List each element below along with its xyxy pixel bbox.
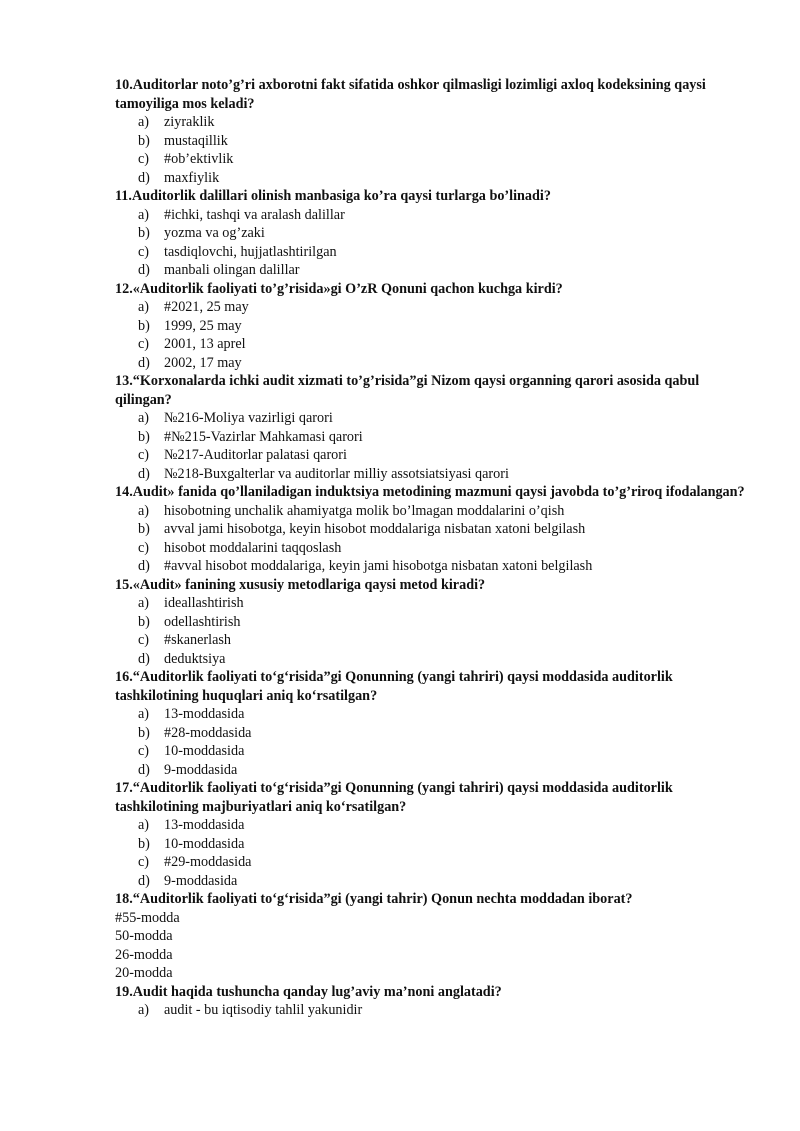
option-text: ziyraklik bbox=[164, 114, 215, 130]
option-text: manbali olingan dalillar bbox=[164, 262, 300, 278]
option-letter: b) bbox=[138, 521, 150, 537]
option-list bbox=[115, 113, 745, 187]
option-text: odellashtirish bbox=[164, 613, 241, 630]
question-text: 13.“Korxonalarda ichki audit xizmati to’g’risida”gi Nizom qaysi organning qarori asosida qabul qilingan? bbox=[115, 373, 700, 408]
option-letter: c) bbox=[138, 743, 150, 759]
option-list bbox=[115, 1001, 745, 1020]
option-item bbox=[115, 816, 745, 835]
option-letter: b) bbox=[138, 835, 150, 852]
question-block bbox=[115, 668, 745, 779]
option-item bbox=[115, 557, 745, 576]
option-item bbox=[115, 409, 745, 428]
question-text: 11.Auditorlik dalillari olinish manbasiga ko’ra qaysi turlarga bo’linadi? bbox=[115, 188, 551, 204]
option-item bbox=[115, 539, 745, 558]
option-item bbox=[115, 872, 745, 891]
option-text: №218-Buxgalterlar va auditorlar milliy assotsiatsiyasi qarori bbox=[164, 465, 509, 482]
option-text: #29-moddasida bbox=[164, 854, 252, 870]
question-block bbox=[115, 372, 745, 483]
option-letter: c) bbox=[138, 447, 150, 463]
option-text: #ichki, tashqi va aralash dalillar bbox=[164, 206, 345, 223]
option-letter: a) bbox=[138, 817, 150, 833]
option-item bbox=[115, 502, 745, 521]
option-item bbox=[115, 206, 745, 225]
option-letter: c) bbox=[138, 539, 150, 556]
option-list bbox=[115, 816, 745, 890]
option-letter: d) bbox=[138, 465, 150, 482]
option-letter: a) bbox=[138, 706, 150, 722]
option-text: 2001, 13 aprel bbox=[164, 336, 246, 352]
question-18 bbox=[115, 890, 745, 983]
option-letter: d) bbox=[138, 761, 150, 778]
option-letter: c) bbox=[138, 151, 150, 167]
option-text: #ob’ektivlik bbox=[164, 151, 234, 167]
option-letter: b) bbox=[138, 132, 150, 149]
option-item bbox=[115, 132, 745, 151]
option-letter: d) bbox=[138, 558, 150, 574]
answer-line: #55-modda bbox=[115, 909, 180, 926]
option-text: #№215-Vazirlar Mahkamasi qarori bbox=[164, 428, 363, 445]
option-item bbox=[115, 428, 745, 447]
question-text: 16.“Auditorlik faoliyati to‘g‘risida”gi Qonunning (yangi tahriri) qaysi moddasida auditorlik tashkilotining huquqlari aniq ko‘rsatilgan? bbox=[115, 669, 673, 704]
option-text: audit - bu iqtisodiy tahlil yakunidir bbox=[164, 1002, 363, 1018]
option-item bbox=[115, 853, 745, 872]
option-text: 9-moddasida bbox=[164, 872, 238, 889]
option-item bbox=[115, 150, 745, 169]
option-item bbox=[115, 243, 745, 262]
option-letter: b) bbox=[138, 613, 150, 630]
option-letter: a) bbox=[138, 595, 150, 611]
option-letter: c) bbox=[138, 243, 150, 260]
option-letter: d) bbox=[138, 650, 150, 667]
answer-line: 20-modda bbox=[115, 965, 173, 981]
option-item bbox=[115, 650, 745, 669]
option-text: 1999, 25 may bbox=[164, 317, 242, 334]
question-block bbox=[115, 779, 745, 890]
option-item bbox=[115, 705, 745, 724]
option-text: deduktsiya bbox=[164, 650, 226, 667]
question-block bbox=[115, 76, 745, 187]
option-text: #avval hisobot moddalariga, keyin jami hisobotga nisbatan xatoni belgilash bbox=[164, 558, 593, 574]
question-text: 12.«Auditorlik faoliyati to’g’risida»gi O’zR Qonuni qachon kuchga kirdi? bbox=[115, 280, 563, 297]
option-letter: a) bbox=[138, 299, 150, 315]
question-text: 19.Audit haqida tushuncha qanday lug’aviy ma’noni anglatadi? bbox=[115, 983, 502, 1000]
question-list bbox=[115, 76, 745, 890]
option-letter: a) bbox=[138, 502, 150, 519]
question-block bbox=[115, 483, 745, 576]
option-letter: a) bbox=[138, 114, 150, 130]
option-item bbox=[115, 835, 745, 854]
option-letter: d) bbox=[138, 169, 150, 186]
question-text: 17.“Auditorlik faoliyati to‘g‘risida”gi Qonunning (yangi tahriri) qaysi moddasida auditorlik tashkilotining majburiyatlari aniq ko‘rsatilgan? bbox=[115, 780, 673, 815]
question-text: 15.«Audit» fanining xususiy metodlariga qaysi metod kiradi? bbox=[115, 576, 486, 593]
option-text: avval jami hisobotga, keyin hisobot moddalariga nisbatan xatoni belgilash bbox=[164, 521, 586, 537]
option-letter: b) bbox=[138, 724, 150, 741]
option-text: #skanerlash bbox=[164, 632, 231, 648]
option-item bbox=[115, 298, 745, 317]
option-text: 10-moddasida bbox=[164, 835, 245, 852]
option-item bbox=[115, 742, 745, 761]
option-letter: a) bbox=[138, 206, 150, 223]
option-item bbox=[115, 724, 745, 743]
option-item bbox=[115, 261, 745, 280]
option-letter: b) bbox=[138, 428, 150, 445]
option-list bbox=[115, 409, 745, 483]
option-letter: a) bbox=[138, 410, 150, 426]
option-item bbox=[115, 335, 745, 354]
option-letter: c) bbox=[138, 854, 150, 870]
question-block bbox=[115, 187, 745, 280]
option-item bbox=[115, 354, 745, 373]
question-block bbox=[115, 576, 745, 669]
option-item bbox=[115, 317, 745, 336]
question-block bbox=[115, 280, 745, 373]
option-letter: d) bbox=[138, 262, 150, 278]
option-text: tasdiqlovchi, hujjatlashtirilgan bbox=[164, 243, 337, 260]
option-letter: d) bbox=[138, 354, 150, 371]
question-text: 14.Audit» fanida qo’llaniladigan induktsiya metodining mazmuni qaysi javobda to’g’riroq ifodalangan? bbox=[115, 484, 745, 500]
option-text: maxfiylik bbox=[164, 169, 220, 186]
option-letter: b) bbox=[138, 317, 150, 334]
option-list bbox=[115, 502, 745, 576]
option-text: 13-moddasida bbox=[164, 706, 245, 722]
option-list bbox=[115, 298, 745, 372]
option-item bbox=[115, 169, 745, 188]
option-letter: b) bbox=[138, 225, 150, 241]
option-text: №216-Moliya vazirligi qarori bbox=[164, 410, 333, 426]
question-19 bbox=[115, 983, 745, 1020]
answer-line: 50-modda bbox=[115, 928, 173, 944]
option-letter: a) bbox=[138, 1002, 150, 1018]
question-text: 10.Auditorlar noto’g’ri axborotni fakt sifatida oshkor qilmasligi lozimligi axloq kodeksining qaysi tamoyiliga mos keladi? bbox=[115, 77, 706, 112]
option-item bbox=[115, 761, 745, 780]
option-list bbox=[115, 594, 745, 668]
option-item bbox=[115, 613, 745, 632]
option-item bbox=[115, 631, 745, 650]
option-item bbox=[115, 465, 745, 484]
option-text: 13-moddasida bbox=[164, 817, 245, 833]
option-letter: c) bbox=[138, 632, 150, 648]
option-letter: d) bbox=[138, 872, 150, 889]
document-page bbox=[115, 76, 745, 1020]
option-item bbox=[115, 1001, 745, 1020]
option-text: #28-moddasida bbox=[164, 724, 252, 741]
question-text: 18.“Auditorlik faoliyati to‘g‘risida”gi (yangi tahrir) Qonun nechta moddadan iborat? bbox=[115, 891, 633, 907]
option-item bbox=[115, 520, 745, 539]
option-text: hisobot moddalarini taqqoslash bbox=[164, 539, 342, 556]
option-text: №217-Auditorlar palatasi qarori bbox=[164, 447, 347, 463]
option-list bbox=[115, 705, 745, 779]
answer-line: 26-modda bbox=[115, 946, 173, 963]
option-item bbox=[115, 224, 745, 243]
option-text: ideallashtirish bbox=[164, 595, 244, 611]
option-item bbox=[115, 446, 745, 465]
option-text: hisobotning unchalik ahamiyatga molik bo’lmagan moddalarini o’qish bbox=[164, 502, 565, 519]
option-text: 2002, 17 may bbox=[164, 354, 242, 371]
option-text: 10-moddasida bbox=[164, 743, 245, 759]
option-item bbox=[115, 113, 745, 132]
option-text: yozma va og’zaki bbox=[164, 225, 265, 241]
option-letter: c) bbox=[138, 336, 150, 352]
option-list bbox=[115, 206, 745, 280]
option-text: #2021, 25 may bbox=[164, 299, 249, 315]
option-text: mustaqillik bbox=[164, 132, 228, 149]
option-text: 9-moddasida bbox=[164, 761, 238, 778]
option-item bbox=[115, 594, 745, 613]
